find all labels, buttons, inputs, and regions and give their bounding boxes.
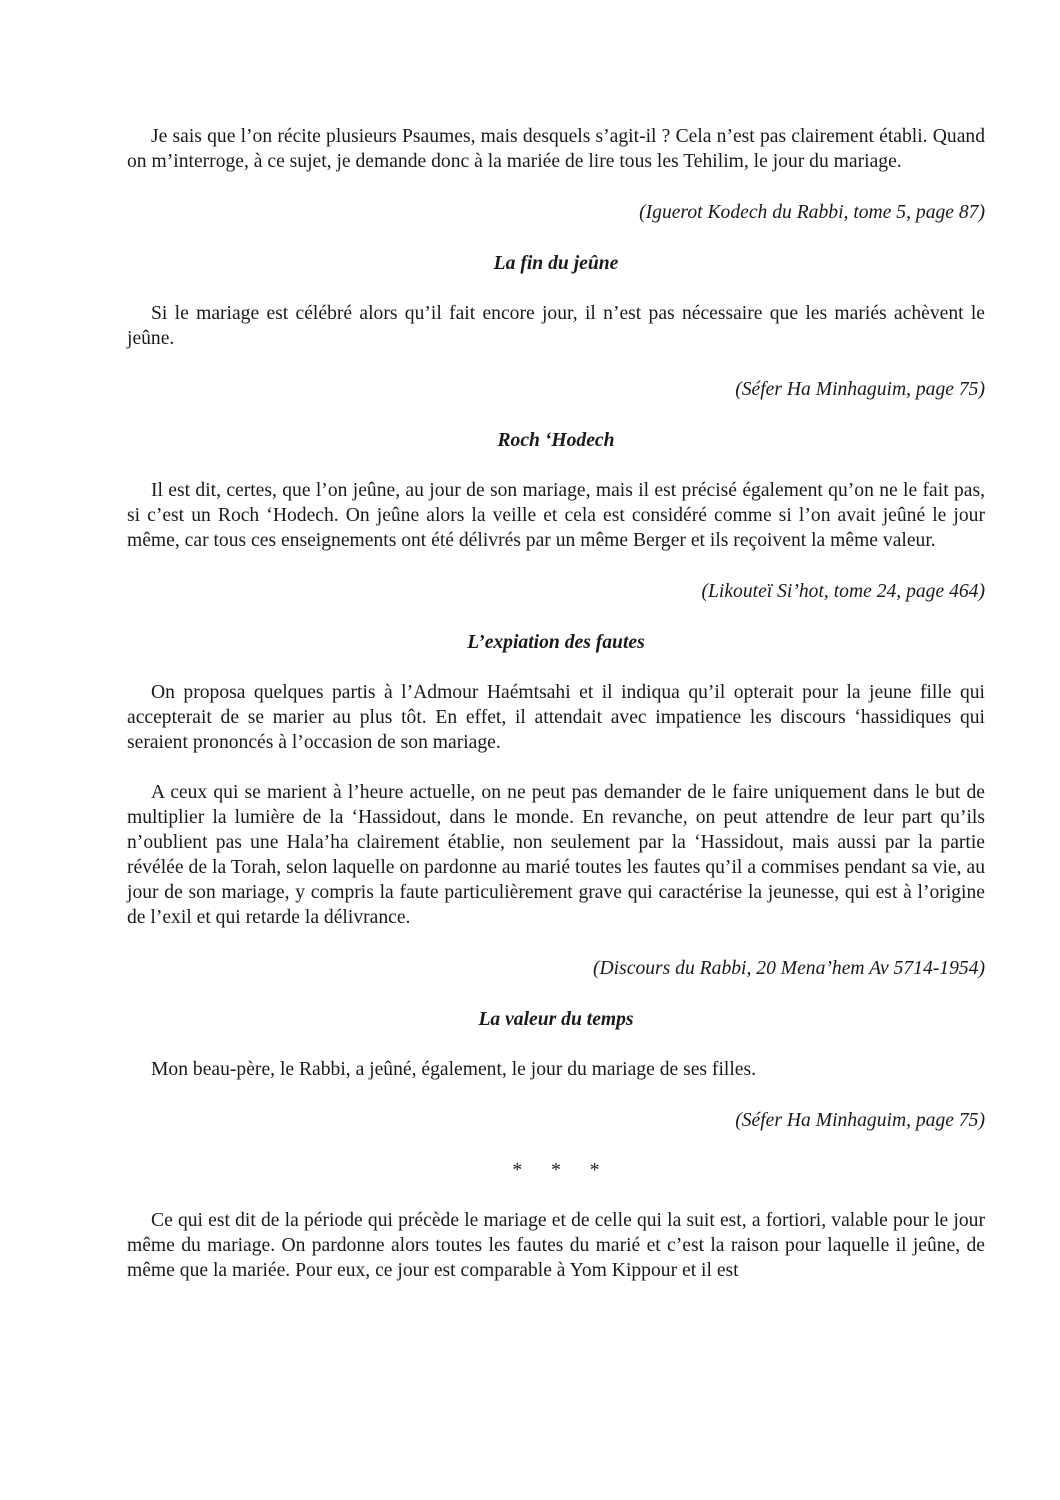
section-paragraph: Si le mariage est célébré alors qu’il fait encore jour, il n’est pas nécessaire que les mariés achèvent le jeûne. [127, 303, 985, 349]
section-source-citation: (Séfer Ha Minhaguim, page 75) [735, 1110, 985, 1131]
section-source-citation: (Séfer Ha Minhaguim, page 75) [735, 379, 985, 400]
intro-source-citation: (Iguerot Kodech du Rabbi, tome 5, page 87) [639, 202, 985, 223]
closing-paragraph: Ce qui est dit de la période qui précède le mariage et de celle qui la suit est, a fortiori, valable pour le jour même du mariage. On pardonne alors toutes les fautes du marié et c’est la raison pour laquelle il jeûne, de même que la mariée. Pour eux, ce jour est comparable à Yom Kippour et il est [127, 1210, 985, 1281]
section-heading: La valeur du temps [478, 1009, 634, 1030]
section-source-citation: (Discours du Rabbi, 20 Mena’hem Av 5714-1954) [593, 958, 985, 979]
section-heading: La fin du jeûne [493, 253, 619, 274]
section-fin-du-jeune [127, 251, 985, 402]
section-roch-hodech [127, 428, 985, 604]
section-valeur-du-temps [127, 1007, 985, 1133]
section-heading: Roch ‘Hodech [497, 430, 615, 451]
intro-paragraph: Je sais que l’on récite plusieurs Psaumes, mais desquels s’agit-il ? Cela n’est pas clairement établi. Quand on m’interroge, à ce sujet, je demande donc à la mariée de lire tous les Tehilim, le jour du mariage. [127, 126, 985, 172]
section-paragraph: On proposa quelques partis à l’Admour Haémtsahi et il indiqua qu’il opterait pour la jeune fille qui accepterait de se marier au plus tôt. En effet, il attendait avec impatience les discours ‘hassidiques qui seraient prononcés à l’occasion de son mariage. [127, 682, 985, 753]
section-source-citation: (Likouteï Si’hot, tome 24, page 464) [701, 581, 985, 602]
section-paragraph: A ceux qui se marient à l’heure actuelle, on ne peut pas demander de le faire uniquement dans le but de multiplier la lumière de la ‘Hassidout, dans le monde. En revanche, on peut attendre de leur part qu’ils n’oublient pas une Hala’ha clairement établie, non seulement par la ‘Hassidout, mais aussi par la partie révélée de la Torah, selon laquelle on pardonne au marié toutes les fautes qu’il a commises pendant sa vie, au jour de son mariage, y compris la faute particulièrement grave qui caractérise la jeunesse, qui est à l’origine de l’exil et qui retarde la délivrance. [127, 782, 985, 928]
section-paragraph: Il est dit, certes, que l’on jeûne, au jour de son mariage, mais il est précisé également qu’on ne le fait pas, si c’est un Roch ‘Hodech. On jeûne alors la veille et cela est considéré comme si l’on avait jeûné le jour même, car tous ces enseignements ont été délivrés par un même Berger et ils reçoivent la même valeur. [127, 480, 985, 551]
section-heading: L’expiation des fautes [467, 632, 645, 653]
section-separator: * * * [512, 1160, 612, 1181]
document-page [127, 124, 985, 1283]
section-expiation-des-fautes [127, 630, 985, 981]
section-paragraph: Mon beau-père, le Rabbi, a jeûné, également, le jour du mariage de ses filles. [151, 1059, 757, 1080]
